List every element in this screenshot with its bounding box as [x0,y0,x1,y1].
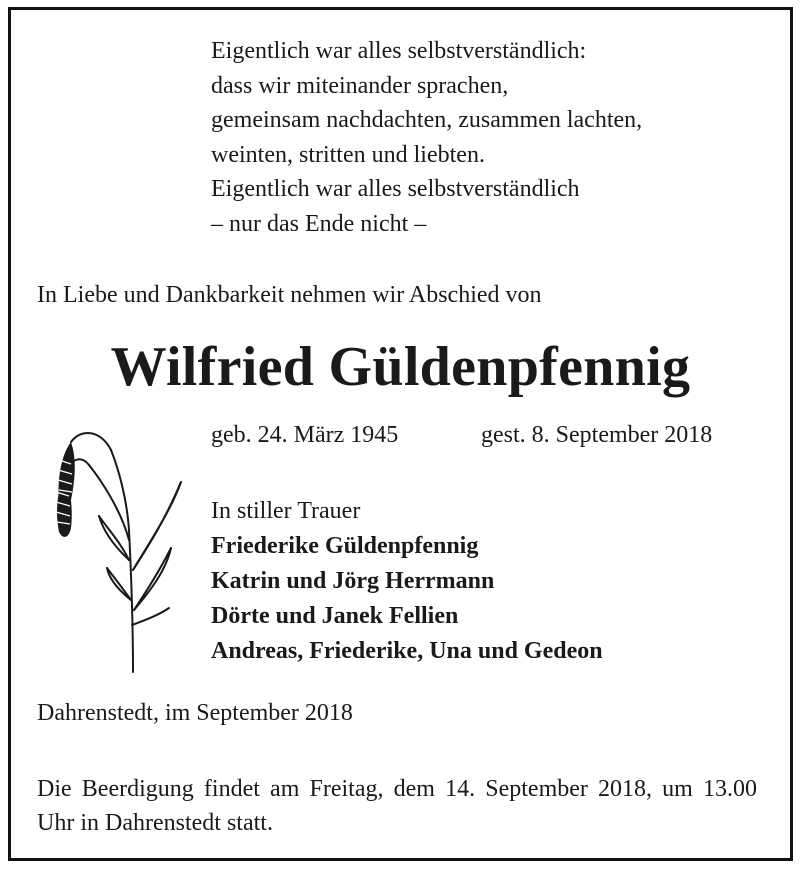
poem-line: weinten, stritten und liebten. [211,141,485,168]
poem-line: Eigentlich war alles selbstverständlich [211,176,580,202]
death-date: gest. 8. September 2018 [481,422,713,448]
obituary-card [8,7,793,861]
birth-date: geb. 24. März 1945 [211,422,399,448]
mourner-name: Katrin und Jörg Herrmann [211,568,495,594]
deceased-name: Wilfried Güldenpfennig [110,336,691,398]
mourner-name: Friederike Güldenpfennig [211,533,479,559]
funeral-notice: Die Beerdigung findet am Freitag, dem 14. September 2018, um 13.00 Uhr in Dahrenstedt statt. [37,776,757,836]
poem [211,34,642,241]
mourner-name: Andreas, Friederike, Una und Gedeon [211,638,603,664]
place-and-date: Dahrenstedt, im September 2018 [37,700,353,726]
poem-line: dass wir miteinander sprachen, [211,72,509,99]
poem-line: gemeinsam nachdachten, zusammen lachten, [211,107,643,133]
poem-line: – nur das Ende nicht – [211,210,427,237]
poem-line: Eigentlich war alles selbstverständlich: [211,38,587,64]
mourner-name: Dörte und Janek Fellien [211,603,459,629]
mourners-block [211,494,603,669]
mourning-heading: In stiller Trauer [211,498,361,524]
grass-ears-icon [41,420,191,675]
farewell-intro: In Liebe und Dankbarkeit nehmen wir Abschied von [37,282,542,308]
